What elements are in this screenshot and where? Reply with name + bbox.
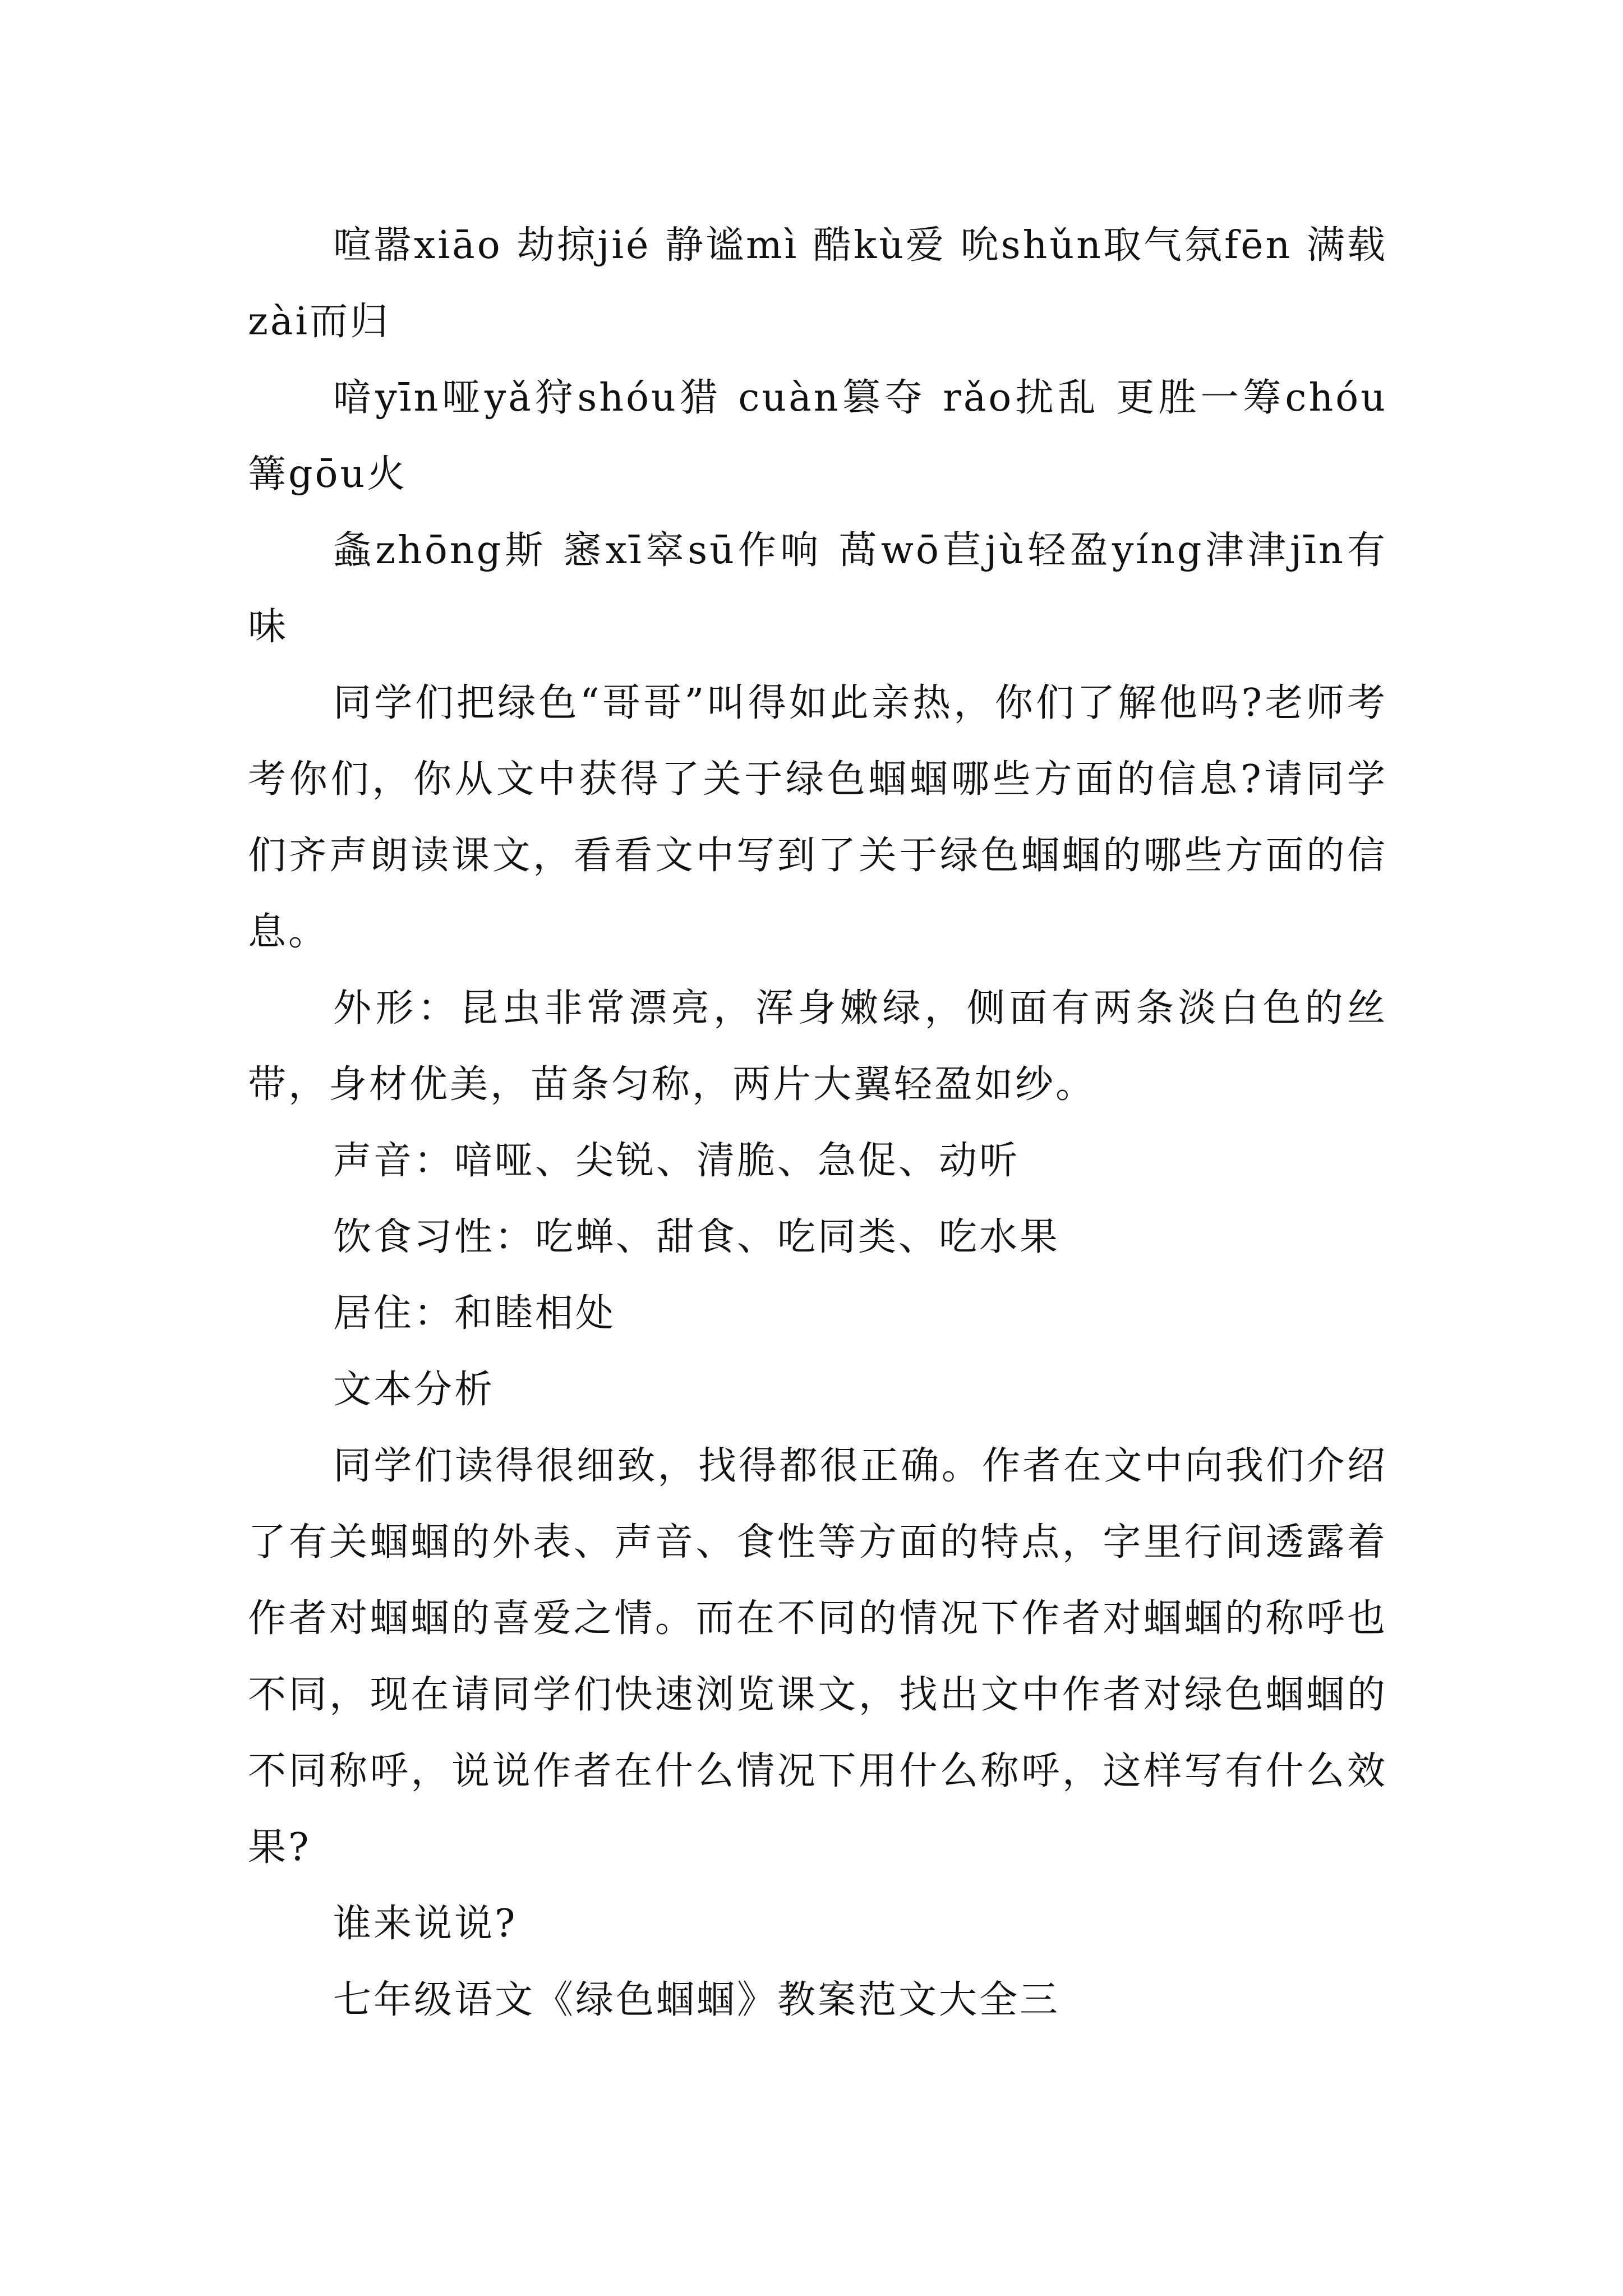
vocab-paragraph-3: 螽zhōng斯 窸xī窣sū作响 萵wō苣jù轻盈yíng津津jīn有味 (248, 528, 1387, 649)
intro-paragraph: 同学们把绿色“哥哥”叫得如此亲热，你们了解他吗?老师考考你们，你从文中获得了关于绿色蝈蝈哪些方面的信息?请同学们齐声朗读课文，看看文中写到了关于绿色蝈蝈的哪些方面的信息。 (248, 681, 1387, 954)
question-paragraph: 谁来说说? (333, 1902, 518, 1946)
diet-paragraph: 饮食习性：吃蝉、甜食、吃同类、吃水果 (333, 1215, 1061, 1259)
analysis-paragraph: 同学们读得很细致，找得都很正确。作者在文中向我们介绍了有关蝈蝈的外表、声音、食性等方面的特点，字里行间透露着作者对蝈蝈的喜爱之情。而在不同的情况下作者对蝈蝈的称呼也不同，现在请同学们快速浏览课文，找出文中作者对绿色蝈蝈的不同称呼，说说作者在什么情况下用什么称呼，这样写有什么效果? (248, 1444, 1387, 1870)
appearance-paragraph: 外形：昆虫非常漂亮，浑身嫩绿，侧面有两条淡白色的丝带，身材优美，苗条匀称，两片大翼轻盈如纱。 (248, 986, 1387, 1107)
living-paragraph: 居住：和睦相处 (333, 1291, 616, 1336)
section-title: 七年级语文《绿色蝈蝈》教案范文大全三 (333, 1978, 1061, 2022)
sound-paragraph: 声音：喑哑、尖锐、清脆、急促、动听 (333, 1139, 1020, 1183)
section-heading-text-analysis: 文本分析 (333, 1368, 495, 1412)
vocab-paragraph-2: 喑yīn哑yǎ狩shóu猎 cuàn篡夺 rǎo扰乱 更胜一筹chóu 篝gōu火 (248, 376, 1387, 496)
vocab-paragraph-1: 喧嚣xiāo 劫掠jié 静谧mì 酷kù爱 吮shǔn取气氛fēn 满载zài而归 (248, 223, 1387, 344)
document-body (248, 208, 1387, 2039)
